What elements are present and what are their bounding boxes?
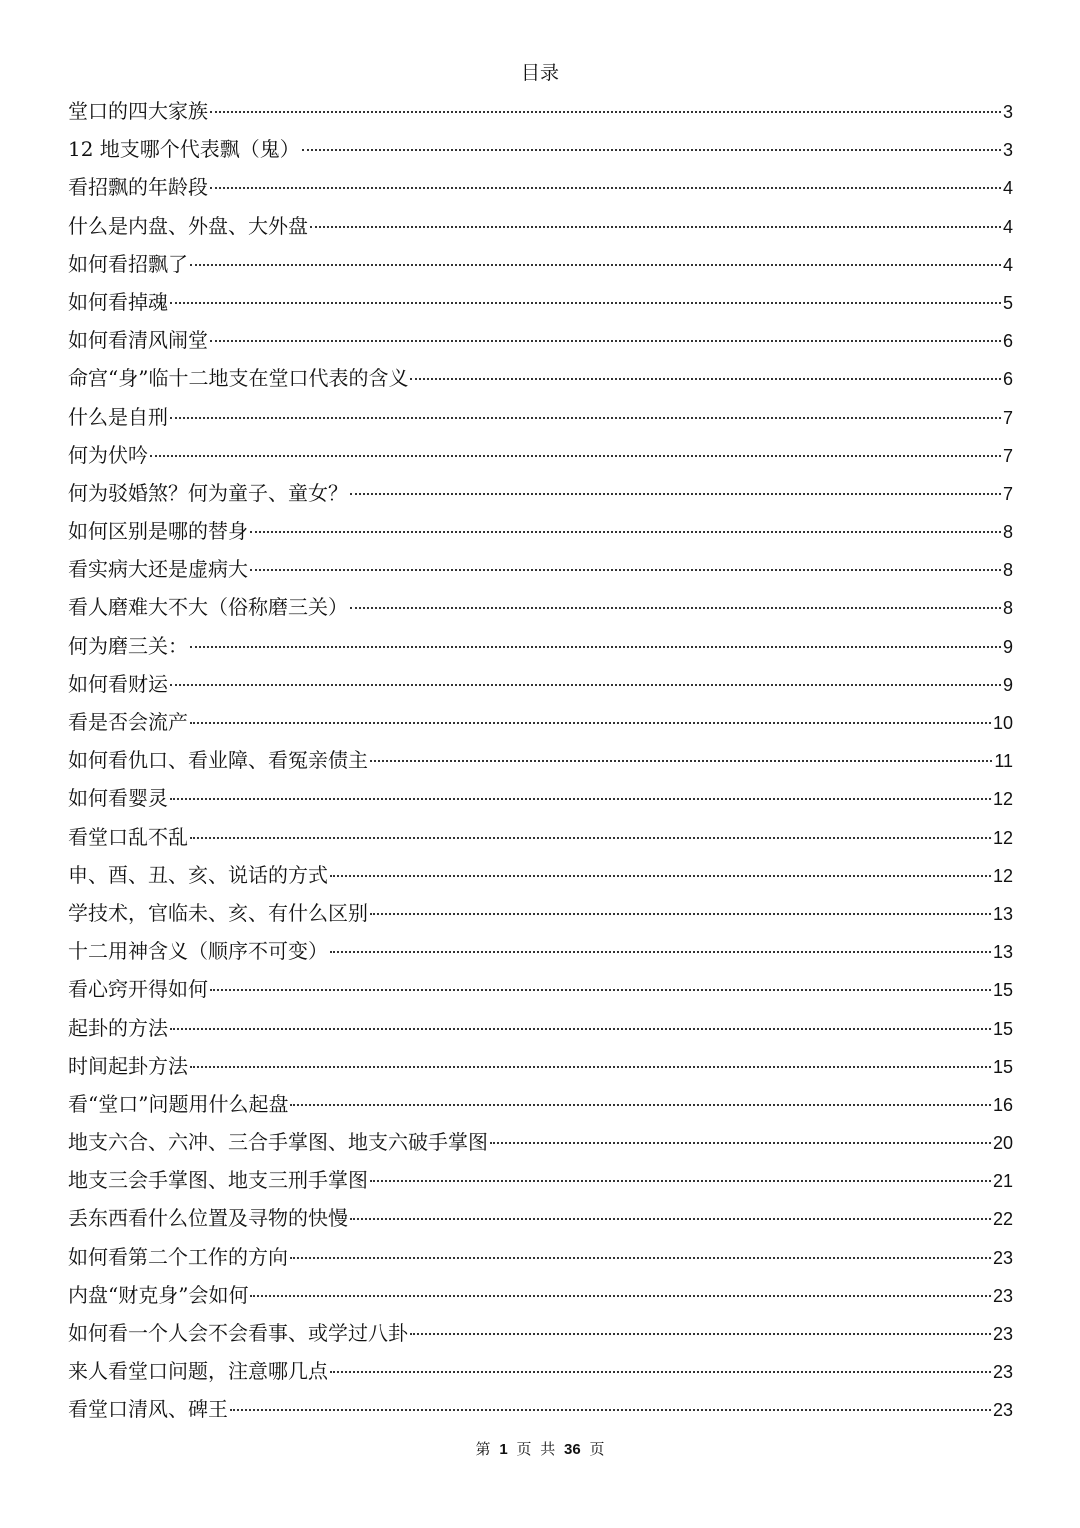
toc-entry-page-number: 3 — [1002, 140, 1013, 161]
toc-dot-leader — [302, 148, 1001, 151]
toc-dot-leader — [190, 1065, 991, 1068]
toc-entry[interactable] — [68, 1161, 1013, 1199]
toc-dot-leader — [190, 836, 991, 839]
toc-entry-title: 何为磨三关： — [68, 633, 188, 658]
toc-dot-leader — [330, 950, 991, 953]
toc-entry-page-number: 11 — [994, 751, 1013, 772]
toc-entry-title: 如何区别是哪的替身 — [68, 519, 248, 544]
toc-dot-leader — [190, 721, 991, 724]
toc-entry[interactable] — [68, 1352, 1013, 1390]
toc-entry-title: 看招飘的年龄段 — [68, 175, 208, 200]
toc-entry-title: 如何看清风闹堂 — [68, 328, 208, 353]
toc-entry-page-number: 3 — [1002, 102, 1013, 122]
toc-entry-title: 时间起卦方法 — [68, 1053, 188, 1078]
toc-entry[interactable] — [68, 283, 1013, 321]
toc-entry[interactable] — [68, 512, 1013, 550]
toc-entry-title: 何为驳婚煞？何为童子、童女？ — [68, 480, 348, 505]
toc-entry-page-number: 8 — [1002, 522, 1013, 543]
toc-entry[interactable] — [68, 703, 1013, 741]
toc-entry-title: 地支三会手掌图、地支三刑手掌图 — [68, 1168, 368, 1193]
toc-entry[interactable] — [68, 665, 1013, 703]
toc-dot-leader — [170, 797, 991, 800]
toc-entry-title: 如何看招飘了 — [68, 251, 188, 276]
toc-entry-page-number: 23 — [992, 1285, 1013, 1306]
toc-entry-page-number: 9 — [1002, 674, 1013, 695]
toc-dot-leader — [410, 1332, 991, 1335]
toc-entry[interactable] — [68, 1085, 1013, 1123]
toc-entry[interactable] — [68, 245, 1013, 283]
toc-dot-leader — [290, 1103, 991, 1106]
toc-entry-page-number: 9 — [1002, 636, 1013, 657]
toc-entry-title: 申、酉、丑、亥、说话的方式 — [68, 862, 328, 887]
toc-entry-page-number: 5 — [1002, 292, 1013, 313]
toc-entry-page-number: 21 — [992, 1171, 1013, 1192]
toc-dot-leader — [370, 912, 991, 915]
toc-entry-page-number: 4 — [1002, 254, 1013, 275]
toc-dot-leader — [370, 1179, 991, 1182]
toc-entry-page-number: 23 — [992, 1247, 1013, 1268]
toc-dot-leader — [170, 301, 1001, 304]
toc-entry[interactable] — [68, 1314, 1013, 1352]
toc-dot-leader — [210, 186, 1001, 189]
toc-entry[interactable] — [68, 779, 1013, 817]
toc-entry-title: 什么是内盘、外盘、大外盘 — [68, 213, 308, 238]
toc-entry[interactable] — [68, 550, 1013, 588]
toc-entry-page-number: 7 — [1002, 445, 1013, 466]
toc-entry[interactable] — [68, 1047, 1013, 1085]
toc-entry-title: 学技术，官临未、亥、有什么区别 — [68, 900, 368, 925]
toc-entry-page-number: 22 — [992, 1209, 1013, 1230]
toc-entry-page-number: 23 — [992, 1400, 1013, 1421]
toc-entry[interactable] — [68, 856, 1013, 894]
footer-middle: 页 共 — [516, 1440, 556, 1458]
toc-entry-title: 看是否会流产 — [68, 710, 188, 734]
toc-entry-title: 十二用神含义（顺序不可变） — [68, 939, 328, 964]
toc-dot-leader — [250, 1294, 991, 1297]
toc-entry-title: 看“堂口”问题用什么起盘 — [68, 1091, 289, 1116]
toc-entry-page-number: 13 — [992, 942, 1013, 963]
toc-entry-page-number: 4 — [1002, 178, 1013, 199]
toc-dot-leader — [170, 683, 1001, 686]
toc-dot-leader — [490, 1141, 991, 1144]
toc-dot-leader — [170, 1027, 991, 1030]
toc-dot-leader — [190, 645, 1001, 648]
toc-dot-leader — [210, 339, 1001, 342]
toc-entry-page-number: 6 — [1002, 369, 1013, 390]
toc-entry[interactable] — [68, 1009, 1013, 1047]
toc-entry[interactable] — [68, 818, 1013, 856]
toc-entry-page-number: 12 — [992, 789, 1013, 810]
footer-prefix: 第 — [475, 1440, 491, 1458]
toc-entry[interactable] — [68, 130, 1013, 168]
toc-entry-page-number: 13 — [992, 903, 1013, 924]
toc-entry-title: 如何看财运 — [68, 671, 168, 696]
toc-dot-leader — [210, 110, 1001, 113]
toc-entry[interactable] — [68, 970, 1013, 1008]
toc-entry-title: 看堂口乱不乱 — [68, 824, 188, 849]
footer-total-pages: 36 — [564, 1441, 581, 1458]
toc-entry-page-number: 7 — [1002, 483, 1013, 504]
toc-entry[interactable] — [68, 359, 1013, 397]
page-title: 目录 — [520, 62, 559, 84]
toc-dot-leader — [410, 377, 1001, 380]
toc-entry-title: 丢东西看什么位置及寻物的快慢 — [68, 1206, 348, 1231]
toc-entry[interactable] — [68, 932, 1013, 970]
toc-dot-leader — [250, 568, 1001, 571]
toc-entry-page-number: 7 — [1002, 407, 1013, 428]
toc-entry-title: 来人看堂口问题，注意哪几点 — [68, 1359, 328, 1384]
toc-dot-leader — [250, 530, 1001, 533]
toc-entry-title: 看堂口清风、碑王 — [68, 1397, 228, 1422]
toc-entry-page-number: 15 — [992, 1018, 1013, 1039]
toc-dot-leader — [210, 988, 991, 991]
toc-entry[interactable] — [68, 1276, 1013, 1314]
toc-entry[interactable] — [68, 92, 1013, 130]
toc-entry[interactable] — [68, 588, 1013, 626]
toc-dot-leader — [230, 1408, 991, 1411]
table-of-contents — [68, 92, 1013, 1429]
footer-current-page: 1 — [499, 1441, 508, 1458]
toc-entry[interactable] — [68, 741, 1013, 779]
toc-entry-title: 堂口的四大家族 — [68, 99, 208, 123]
toc-dot-leader — [350, 492, 1001, 495]
toc-entry-page-number: 8 — [1002, 598, 1013, 619]
toc-dot-leader — [150, 454, 1001, 457]
toc-entry-title: 如何看一个人会不会看事、或学过八卦 — [68, 1321, 408, 1345]
toc-entry-page-number: 12 — [992, 827, 1013, 848]
toc-entry[interactable] — [68, 1123, 1013, 1161]
toc-entry[interactable] — [68, 627, 1013, 665]
toc-entry[interactable] — [68, 436, 1013, 474]
toc-dot-leader — [170, 416, 1001, 419]
toc-dot-leader — [350, 606, 1001, 609]
toc-entry-title: 12 地支哪个代表飘（鬼） — [68, 137, 300, 162]
toc-entry-title: 内盘“财克身”会如何 — [68, 1282, 249, 1307]
toc-entry-page-number: 23 — [992, 1324, 1013, 1344]
toc-entry-title: 看人磨难大不大（俗称磨三关） — [68, 595, 348, 620]
toc-entry-title: 地支六合、六冲、三合手掌图、地支六破手掌图 — [68, 1130, 488, 1155]
toc-entry-title: 如何看第二个工作的方向 — [68, 1244, 288, 1269]
toc-entry[interactable] — [68, 894, 1013, 932]
toc-dot-leader — [310, 225, 1001, 228]
toc-entry[interactable] — [68, 398, 1013, 436]
toc-dot-leader — [190, 263, 1001, 266]
toc-entry-title: 何为伏吟 — [68, 442, 148, 467]
toc-entry-title: 命宫“身”临十二地支在堂口代表的含义 — [68, 366, 409, 391]
toc-entry-title: 如何看婴灵 — [68, 786, 168, 811]
toc-dot-leader — [370, 759, 992, 762]
toc-entry-title: 如何看仇口、看业障、看冤亲债主 — [68, 748, 368, 773]
toc-entry-page-number: 15 — [992, 980, 1013, 1001]
footer-suffix: 页 — [589, 1440, 605, 1458]
toc-entry-page-number: 12 — [992, 865, 1013, 886]
toc-entry-title: 如何看掉魂 — [68, 289, 168, 314]
toc-entry[interactable] — [68, 1199, 1013, 1237]
toc-dot-leader — [330, 1370, 991, 1373]
toc-entry-page-number: 23 — [992, 1362, 1013, 1383]
toc-entry-page-number: 20 — [992, 1133, 1013, 1154]
toc-entry[interactable] — [68, 1238, 1013, 1276]
toc-entry-title: 什么是自刑 — [68, 404, 168, 429]
toc-entry-page-number: 16 — [992, 1094, 1013, 1115]
toc-dot-leader — [330, 874, 991, 877]
toc-entry-title: 起卦的方法 — [68, 1015, 168, 1040]
toc-entry-page-number: 15 — [992, 1056, 1013, 1077]
toc-dot-leader — [290, 1256, 991, 1259]
toc-entry[interactable] — [68, 474, 1013, 512]
page-footer — [0, 1438, 1080, 1461]
toc-entry-title: 看心窍开得如何 — [68, 977, 208, 1002]
toc-entry-page-number: 4 — [1002, 216, 1013, 237]
toc-entry-title: 看实病大还是虚病大 — [68, 557, 248, 582]
toc-entry-page-number: 8 — [1002, 560, 1013, 581]
toc-dot-leader — [350, 1217, 991, 1220]
toc-entry[interactable] — [68, 207, 1013, 245]
toc-entry[interactable] — [68, 168, 1013, 206]
toc-entry-page-number: 10 — [992, 713, 1013, 733]
toc-entry[interactable] — [68, 1390, 1013, 1428]
toc-entry[interactable] — [68, 321, 1013, 359]
toc-entry-page-number: 6 — [1002, 331, 1013, 352]
